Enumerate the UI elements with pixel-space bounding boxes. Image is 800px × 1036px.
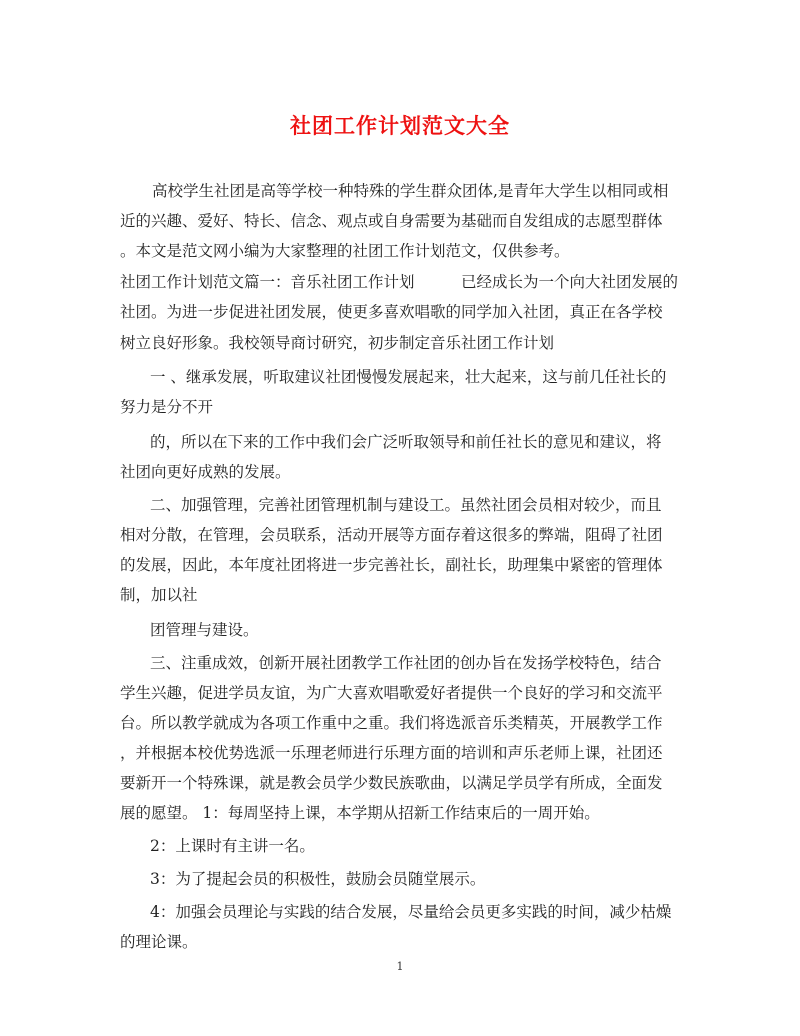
body-line: 4：加强会员理论与实践的结合发展，尽量给会员更多实践的时间，减少枯燥 (150, 903, 672, 921)
body-line: 的发展，因此，本年度社团将进一步完善社长，副社长，助理集中紧密的管理体 (120, 556, 663, 574)
body-line: 展的愿望。 1：每周坚持上课，本学期从招新工作结束后的一周开始。 (120, 804, 600, 822)
page-number: 1 (396, 960, 404, 973)
body-line: 团管理与建设。 (150, 621, 259, 639)
body-line: 台。所以教学就成为各项工作重中之重。我们将选派音乐类精英，开展教学工作 (120, 714, 663, 732)
body-line: 一 、继承发展，听取建议社团慢慢发展起来，壮大起来，这与前几任社长的 (150, 368, 667, 386)
body-line: 的，所以在下来的工作中我们会广泛听取领导和前任社长的意见和建议，将 (150, 433, 662, 451)
body-line: 社团向更好成熟的发展。 (120, 463, 291, 481)
body-line: 。本文是范文网小编为大家整理的社团工作计划范文，仅供参考。 (120, 242, 570, 260)
body-line: 制，加以社 (120, 586, 198, 604)
body-line: 高校学生社团是高等学校一种特殊的学生群众团体,是青年大学生以相同或相 (152, 182, 669, 200)
body-line: 学生兴趣，促进学员友谊，为广大喜欢唱歌爱好者提供一个良好的学习和交流平 (120, 684, 663, 702)
body-line: 相对分散，在管理，会员联系，活动开展等方面存着这很多的弊端，阻碍了社团 (120, 526, 663, 544)
body-line: 要新开一个特殊课，就是教会员学少数民族歌曲，以满足学员学有所成，全面发 (120, 774, 663, 792)
body-line: 近的兴趣、爱好、特长、信念、观点或自身需要为基础而自发组成的志愿型群体 (120, 212, 663, 230)
body-line: 社团。为进一步促进社团发展，使更多喜欢唱歌的同学加入社团，真正在各学校 (120, 303, 663, 321)
body-line: 2：上课时有主讲一名。 (150, 837, 315, 855)
body-line: 三、注重成效，创新开展社团教学工作社团的创办旨在发扬学校特色，结合 (150, 654, 662, 672)
body-line: 3：为了提起会员的积极性，鼓励会员随堂展示。 (150, 870, 486, 888)
body-line: 的理论课。 (120, 933, 198, 951)
body-line: 社团工作计划范文篇一：音乐社团工作计划 已经成长为一个向大社团发展的 (120, 273, 679, 291)
body-line: 树立良好形象。我校领导商讨研究，初步制定音乐社团工作计划 (120, 334, 555, 352)
body-line: 二、加强管理，完善社团管理机制与建设工。虽然社团会员相对较少，而且 (150, 496, 662, 514)
document-title: 社团工作计划范文大全 (290, 113, 510, 138)
body-line: ，并根据本校优势选派一乐理老师进行乐理方面的培训和声乐老师上课，社团还 (120, 744, 663, 762)
body-line: 努力是分不开 (120, 398, 214, 416)
